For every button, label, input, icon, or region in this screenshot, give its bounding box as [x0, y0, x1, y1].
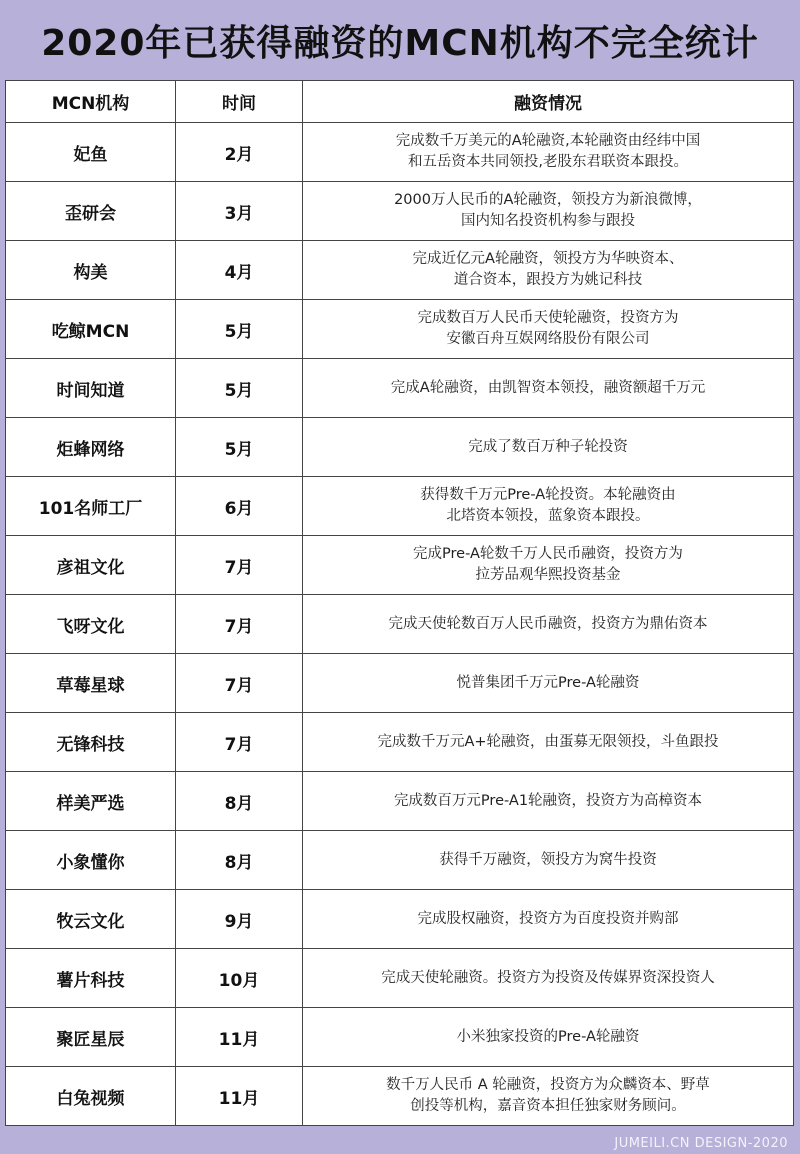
org-name-cell: 薯片科技 [6, 949, 176, 1008]
table-row [6, 123, 794, 182]
detail-line: 完成天使轮数百万人民币融资，投资方为鼎佑资本 [388, 615, 708, 632]
time-cell: 8月 [176, 831, 303, 890]
financing-table-container [5, 80, 793, 1126]
detail-line: 数千万人民币 A 轮融资，投资方为众麟资本、野草 [386, 1077, 710, 1093]
org-name-cell: 构美 [6, 241, 176, 300]
table-row [6, 477, 794, 536]
detail-line: 完成数千万元A+轮融资，由蛋募无限领投，斗鱼跟投 [377, 733, 719, 750]
header-org: MCN机构 [6, 81, 176, 123]
detail-line: 2000万人民币的A轮融资，领投方为新浪微博， [394, 192, 702, 208]
financing-detail-cell [303, 241, 794, 300]
financing-detail-cell [303, 123, 794, 182]
table-header-row [6, 81, 794, 123]
org-name-cell: 白兔视频 [6, 1067, 176, 1126]
org-name-cell: 小象懂你 [6, 831, 176, 890]
org-name-cell: 样美严选 [6, 772, 176, 831]
detail-line: 完成数百万人民币天使轮融资，投资方为 [417, 310, 679, 326]
detail-line: 获得数千万元Pre-A轮投资。本轮融资由 [420, 487, 676, 503]
financing-detail-cell [303, 477, 794, 536]
detail-line: 创投等机构，嘉音资本担任独家财务顾问。 [410, 1098, 686, 1114]
header-detail: 融资情况 [303, 81, 794, 123]
financing-detail-cell [303, 536, 794, 595]
time-cell: 7月 [176, 713, 303, 772]
financing-detail-cell [303, 890, 794, 949]
org-name-cell: 草莓星球 [6, 654, 176, 713]
financing-detail-cell [303, 182, 794, 241]
table-row [6, 772, 794, 831]
time-cell: 10月 [176, 949, 303, 1008]
org-name-cell: 炬蜂网络 [6, 418, 176, 477]
financing-detail-cell [303, 772, 794, 831]
time-cell: 9月 [176, 890, 303, 949]
table-row [6, 595, 794, 654]
table-row [6, 182, 794, 241]
detail-line: 和五岳资本共同领投,老股东君联资本跟投。 [407, 154, 689, 170]
detail-line: 完成数千万美元的A轮融资,本轮融资由经纬中国 [395, 133, 701, 149]
detail-line: 拉芳品观华熙投资基金 [475, 567, 621, 583]
financing-detail-cell [303, 300, 794, 359]
detail-line: 完成近亿元A轮融资，领投方为华映资本、 [412, 251, 684, 267]
table-body [6, 123, 794, 1126]
detail-line: 完成数百万元Pre-A1轮融资，投资方为高樟资本 [393, 792, 703, 809]
financing-detail-cell [303, 831, 794, 890]
financing-table [5, 80, 794, 1126]
financing-detail-cell [303, 654, 794, 713]
time-cell: 7月 [176, 595, 303, 654]
org-name-cell: 无锋科技 [6, 713, 176, 772]
table-row [6, 1008, 794, 1067]
financing-detail-cell [303, 949, 794, 1008]
time-cell: 11月 [176, 1067, 303, 1126]
time-cell: 5月 [176, 418, 303, 477]
page-title: 2020年已获得融资的MCN机构不完全统计 [41, 22, 759, 64]
table-row [6, 418, 794, 477]
table-row [6, 241, 794, 300]
org-name-cell: 彦祖文化 [6, 536, 176, 595]
time-cell: 5月 [176, 359, 303, 418]
detail-line: 道合资本，跟投方为姚记科技 [453, 272, 643, 288]
org-name-cell: 歪研会 [6, 182, 176, 241]
financing-detail-cell [303, 1067, 794, 1126]
financing-detail-cell [303, 1008, 794, 1067]
financing-detail-cell [303, 595, 794, 654]
detail-line: 悦普集团千万元Pre-A轮融资 [456, 674, 640, 691]
table-row [6, 713, 794, 772]
detail-line: 小米独家投资的Pre-A轮融资 [456, 1028, 640, 1045]
time-cell: 5月 [176, 300, 303, 359]
footer-credit: JUMEILI.CN DESIGN-2020 [614, 1136, 788, 1151]
detail-line: 获得千万融资，领投方为窝牛投资 [439, 851, 657, 868]
table-row [6, 949, 794, 1008]
time-cell: 6月 [176, 477, 303, 536]
table-row [6, 890, 794, 949]
org-name-cell: 牧云文化 [6, 890, 176, 949]
org-name-cell: 时间知道 [6, 359, 176, 418]
time-cell: 7月 [176, 536, 303, 595]
time-cell: 8月 [176, 772, 303, 831]
time-cell: 3月 [176, 182, 303, 241]
org-name-cell: 聚匠星辰 [6, 1008, 176, 1067]
financing-detail-cell [303, 713, 794, 772]
org-name-cell: 妃鱼 [6, 123, 176, 182]
table-row [6, 300, 794, 359]
header-time: 时间 [176, 81, 303, 123]
table-row [6, 536, 794, 595]
org-name-cell: 吃鲸MCN [6, 300, 176, 359]
detail-line: 完成了数百万种子轮投资 [468, 438, 628, 455]
detail-line: 完成Pre-A轮数千万人民币融资，投资方为 [413, 546, 683, 562]
detail-line: 安徽百舟互娱网络股份有限公司 [446, 331, 650, 347]
table-row [6, 654, 794, 713]
financing-detail-cell [303, 359, 794, 418]
detail-line: 完成A轮融资，由凯智资本领投，融资额超千万元 [390, 379, 706, 396]
detail-line: 完成股权融资，投资方为百度投资并购部 [417, 910, 679, 927]
time-cell: 2月 [176, 123, 303, 182]
table-row [6, 831, 794, 890]
detail-line: 完成天使轮融资。投资方为投资及传媒界资深投资人 [381, 969, 715, 986]
detail-line: 国内知名投资机构参与跟投 [461, 213, 635, 229]
time-cell: 11月 [176, 1008, 303, 1067]
detail-line: 北塔资本领投，蓝象资本跟投。 [446, 508, 650, 524]
org-name-cell: 飞呀文化 [6, 595, 176, 654]
org-name-cell: 101名师工厂 [6, 477, 176, 536]
time-cell: 7月 [176, 654, 303, 713]
time-cell: 4月 [176, 241, 303, 300]
table-row [6, 359, 794, 418]
table-row [6, 1067, 794, 1126]
financing-detail-cell [303, 418, 794, 477]
